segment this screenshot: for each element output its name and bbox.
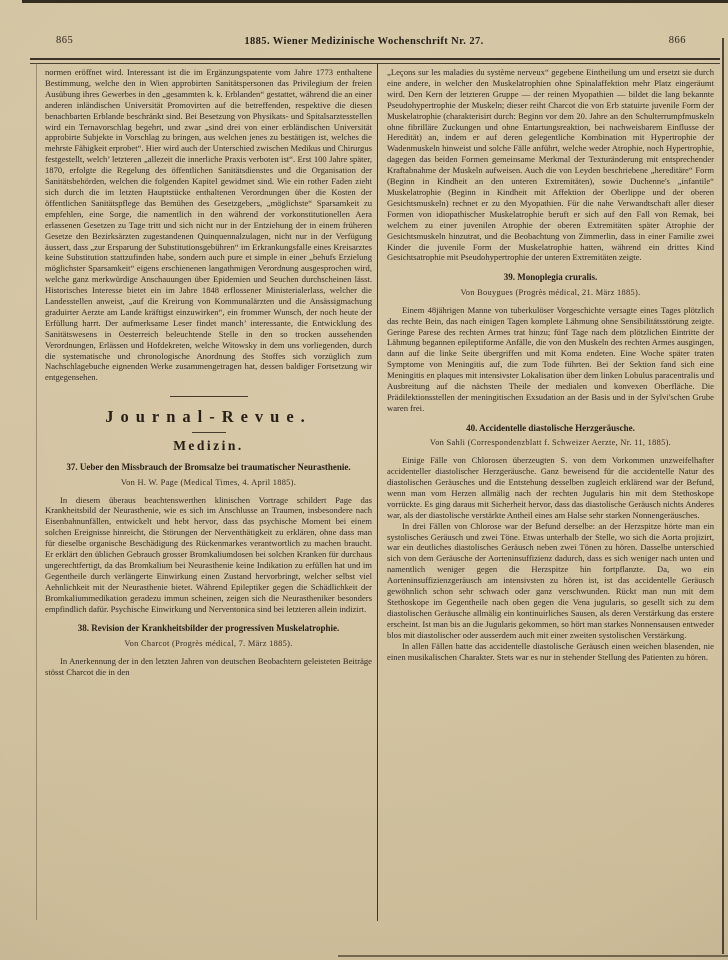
article-37-heading: 37. Ueber den Missbrauch der Bromsalze bei traumatischer Neurasthenie. [66,462,351,473]
left-column [45,67,372,921]
scan-edge-right [722,38,724,954]
header-double-rule [30,58,720,64]
article-39-heading: 39. Monoplegia cruralis. [503,272,598,283]
page-number-right: 866 [668,35,686,46]
article-38-continued-text: „Leçons sur les maladies du système nerveux“ gegebene Eintheilung um und ersetzt sie durch eine andere, in welcher den Muskelatrophien ohne Spinalaffektion mehr Platz eingeräumt wird. Den Kern der letzteren Gruppe — der reinen Myopathien — bildet die lang bekannte Pseudohypertrophie der Muskeln; dieser reiht Charcot die von Erb statuirte juvenile Form der Muskelatrophie (charakterisirt durch: Beginn vor dem 20. Jahre an den Schulterrumpfmuskeln ohne fibrilläre Zuckungen und ohne Entartungsreaktion, bei nachweisbarem Einflusse der Heredität) an, indem er auf deren gelegentliche Kombination mit Hypertrophie der Wadenmuskeln hinweist und solche Fälle anführt, welche weder Atrophie, noch Hypertrophie, dagegen das beiden Formen gemeinsame Merkmal der Texturänderung mit entsprechender Kraftabnahme der Muskeln aufweisen. Auch die von Leyden beschriebene „hereditäre“ Form (Beginn in Kindheit an den unteren Extremitäten), sowie Duchenne's „infantile“ Muskelatrophie (Beginn in Kindheit mit Affektion der Oberlippe und der oberen Gesichtsmuskeln) rechnet er zu den Myopathien. Für die nahe Verwandtschaft aller dieser Formen von idiopathischer Muskelatrophie beruft er sich auf den Fall von Remak, bei welchem zu einer juvenilen Atrophie der oberen Extremitäten später Atrophie der Gesichtsmuskeln hinzutrat, und die Beobachtung von Zimmerlin, dass in einer Familie zwei Kinder die juvenile Form der Muskelatrophie hatten, während ein drittes Kind Gesichtsatrophie mit Pseudohypertrophie der unteren Extremitäten zeigte. [387,67,714,263]
continued-article-text: normen eröffnet wird. Interessant ist die im Ergänzungspatente vom Jahre 1773 enthaltene Bestimmung, welche den in Wien approbirten Sanitätspersonen das Privilegium der freien Ausübung ihres Gewerbes in den „gesammten k. k. Erblanden“ gestattet, während die an einer anderen inländischen Universität Promovirten auf die betreffenden, respektive die diesen benachbarten Erblande beschränkt sind. Bei Besetzung von Physikats- und Spitalsarztesstellen wird ein Ternavorschlag begehrt, und zwar „sind drei von einer erbländischen Universität approbirte Subjekte in Vorschlag zu bringen, aus welchen jenes zu bestätigen ist, welches die mehrste Fähigkeit erprobet“. Hier wird auch der Unterschied zwischen Medikus und Chirurgus festgestellt, welch’ letzteren „allezeit die innerliche Praxis verboten ist“. Erst 100 Jahre später, 1870, erfolgte die Regelung des öffentlichen Sanitätsdienstes und die Organisation der Sanitätsbehörden, welchen die folgenden Kapitel gewidmet sind. Wie ein rother Faden zieht sich durch die im letzten Hauptstücke enthaltenen Verordnungen über die Kosten der öffentlichen Sanitätspflege das Bemühen des Gesetzgebers, „möglichste“ Sparsamkeit zu empfehlen, eine Sorge, die namentlich in den während der vorkonstitutionellen Aera erlassenen Gesetzen zu Tage tritt und sich nicht nur in der Entziehung der in einem früheren Gesetze den Bezirksärzten zugestandenen Quinquennalzulagen, nicht nur in der Verfügung äussert, dass „zur Ersparung der Substitutionsgebühren“ im Erkrankungsfalle eines Kreisarztes keine Substitution stattzufinden habe, sondern auch pure et simple in einer „behufs Erzielung möglichster Sparsamkeit“ eigens erschienenen langathmigen Verordnung ausgesprochen wird, welche ganz merkwürdige Anschauungen über Epidemien und Seuchen durchscheinen lässt. Historisches Interesse bietet ein im Jahre 1848 erflossener Ministerialerlass, welcher die Landesstellen anweist, „auf die Kreirung von Kommunalärzten und die Ansässigmachung graduirter Aerzte am Lande kräftigst einzuwirken“, ein frommer Wunsch, der noch heute der Erfüllung harrt. Der aufmerksame Leser findet manch’ interessante, die Entwicklung des Sanitätswesens in Oesterreich beleuchtende Stelle in den so trocken aussehenden Verordnungen, Erlässen und Hofdekreten, welche Witowsky in dem uns vorliegenden, durch die systematische und chronologische Anordnung des Stoffes sich vorzüglich zum Nachschlagebuche eignenden Werke zusammengetragen hat, dessen baldiger Fortsetzung wir entgegensehen. [45,67,372,383]
article-37-body: In diesem überaus beachtenswerthen klinischen Vortrage schildert Page das Krankheitsbild der Neurasthenie, wie es sich im Anschlusse an Traumen, insbesondere nach Eisenbahnunfällen, entwickelt und hebt hervor, dass das psychische Moment bei einem solchen Ereignisse hinreicht, die Störungen der Nerventhätigkeit zu erklären, ohne dass man für dieselbe organische Beschädigung des Rückenmarkes verantwortlich zu machen braucht. Er erklärt den üblichen Gebrauch grosser Bromkaliumdosen bei solchen Kranken für durchaus ungerechtfertigt, da das Bromkalium bei Neurasthenie keine Indikation zu erfüllen hat und im Gegentheile durch verlängerte Einwirkung einen Zustand hervorbringt, welcher selbst viel Aehnlichkeit mit der Neurasthenie bietet. Während Epileptiker gegen die Schädlichkeit der Bromkaliummedikation geradezu immun scheinen, zeigen sich die Neurastheniker besonders empfindlich dafür. Psychische Einwirkung und Nerventonica sind bei letzteren allein indizirt. [45,494,372,614]
page-number-left: 865 [56,35,74,46]
journal-revue-heading: Journal-Revue. [105,407,312,427]
scan-edge-bottom [338,955,728,957]
article-40-paragraph: In drei Fällen von Chlorose war der Befund derselbe: an der Herzspitze hörte man ein systolisches Geräusch und zwei Töne. Etwas unterhalb der Stelle, wo sich die Aorta projizirt, war ein deutliches diastolisches Geräusch neben zwei Tönen zu hören. Dasselbe unterschied sich von dem Geräusche der Aorteninsuffizienz dadurch, dass es sich weniger nach unten und namentlich weniger gegen die Herzspitze hin fortpflanzte. Da, wo ein Aorteninsuffizienzgeräusch am intensivsten zu hören ist, ist das accidentelle Geräusch gewöhnlich schon sehr schwach oder ganz verschwunden. Rückt man nun mit dem Stethoskope im Gegentheile nach oben gegen die Vena jugularis, so gesellt sich zu dem diastolischen Geräusche allmälig ein kontinuirliches Sausen, als deren Verstärkung das erstere erscheint. Ist man bis an die Jugularis gekommen, so hört man starkes Nonnensausen entweder blos mit diastolischer oder ausserdem auch mit einer zweiten systolischen Verstärkung. [387,520,714,640]
article-40-paragraph: Einige Fälle von Chlorosen überzeugten S. von dem Vorkommen unzweifelhafter accidenteller diastolischer Herzgeräusche. Ganz beweisend für die accidentelle Natur des diastolischen Geräusches und die Entstehung desselben zugleich erklärend war der Befund, wenn man vom Herzen allmälig nach der rechten Jugularis hin mit dem Stethoskope vorrückte. Es ging daraus mit Sicherheit hervor, dass das diastolische Geräusch nichts Anderes war, als der diastolische verstärkte Antheil eines am Halse sehr starken Nonnengeräusches. [387,455,714,520]
section-end-rule [170,396,248,397]
article-40-byline: Von Sahli (Correspondenzblatt f. Schweizer Aerzte, Nr. 11, 1885). [429,438,672,448]
right-column [387,67,714,921]
journal-revue-rule [192,432,226,433]
article-39-byline: Von Bouygues (Progrès médical, 21. März 1885). [460,287,641,297]
masthead-title: 1885. Wiener Medizinische Wochenschrift Nr. 27. [244,36,484,47]
left-frame-rule [36,63,37,920]
scan-edge-top [22,0,728,3]
article-40-heading: 40. Accidentelle diastolische Herzgeräusche. [466,422,635,433]
article-40-paragraph: In allen Fällen hatte das accidentelle diastolische Geräusch einen weichen blasenden, nie einen musikalischen Charakter. Stets war es nur in stehender Stellung des Patienten zu hören. [387,640,714,662]
article-37-byline: Von H. W. Page (Medical Times, 4. April 1885). [120,477,297,487]
medizin-section-heading: Medizin. [173,438,244,454]
article-38-heading: 38. Revision der Krankheitsbilder der progressiven Muskelatrophie. [77,623,340,634]
article-38-byline: Von Charcot (Progrès médical, 7. März 1885). [124,638,293,648]
article-39-body: Einem 48jährigen Manne von tuberkulöser Vorgeschichte versagte eines Tages plötzlich das rechte Bein, das nach einigen Tagen komplete Lähmung ohne Sensibilitätsstörung zeigte. Geringe Parese des rechten Armes trat hinzu; fünf Tage nach dem plötzlichen Eintritte der Lähmung begannen epileptiforme Anfälle, die von den Muskeln des rechten Armes ausgingen, dann auf die linke Seite übergriffen und mit Koma endeten. Eine Woche später traten Symptome von Meningitis auf, die zum Tode führten. Bei der Sektion fand sich eine Meningitis en plaques mit intensivster Lokalisation über dem linken Lobulus paracentralis und Ausbreitung auf die nächsten Theile der medialen und konvexen Oberfläche. Die Prädilektionsstellen der meningitischen Exsudation an der Basis und in der Sylvi'schen Grube waren frei. [387,304,714,413]
column-divider-rule [377,63,378,921]
article-38-body: In Anerkennung der in den letzten Jahren von deutschen Beobachtern geleisteten Beiträge stösst Charcot die in den [45,655,372,677]
